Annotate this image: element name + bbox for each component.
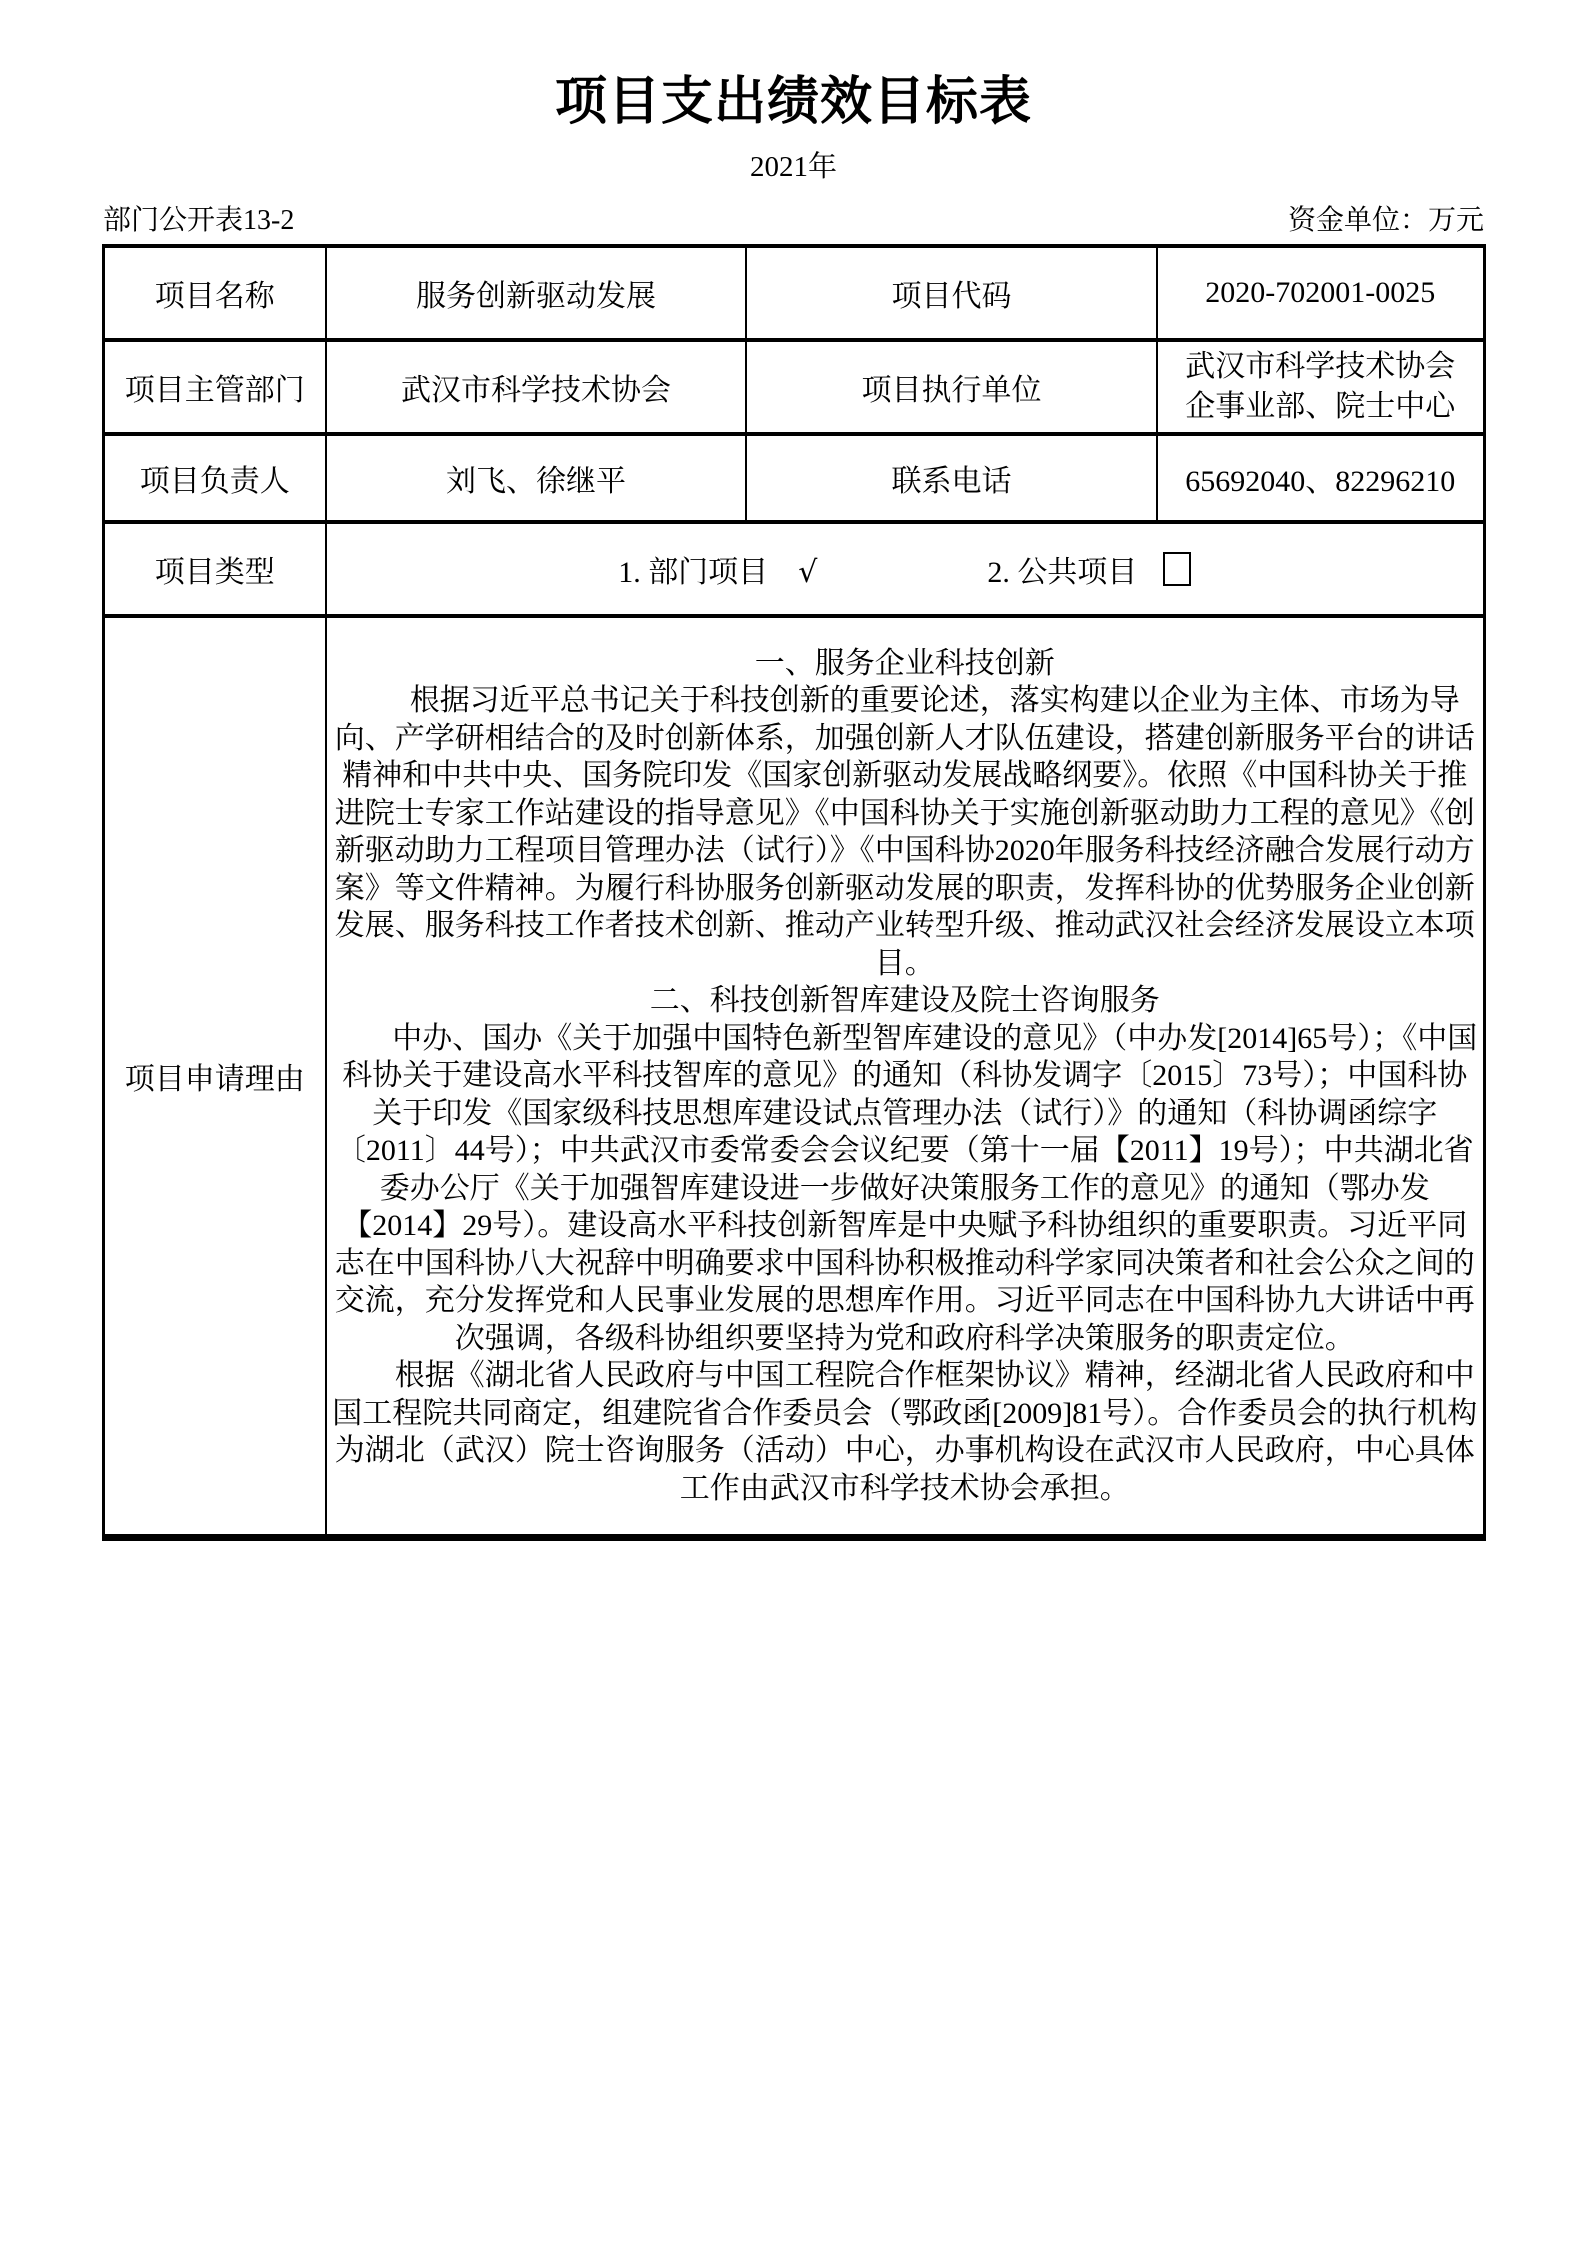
option-public-project-label: 2. 公共项目	[987, 556, 1138, 589]
project-leader-label: 项目负责人	[103, 434, 326, 522]
project-code-label: 项目代码	[746, 246, 1157, 340]
project-leader-value: 刘飞、徐继平	[326, 434, 746, 522]
page-subtitle: 2021年	[749, 151, 837, 183]
executing-unit-line2: 企事业部、院士中心	[1185, 390, 1456, 423]
checkbox-unchecked-icon	[1163, 552, 1191, 586]
contact-phone-label: 联系电话	[746, 434, 1157, 522]
checkmark-icon: √	[798, 555, 818, 590]
table-row	[103, 522, 1484, 616]
form-number-label: 部门公开表13-2	[103, 205, 295, 236]
option-department-project-label: 1. 部门项目	[618, 556, 769, 589]
performance-target-table	[102, 244, 1486, 1541]
executing-unit-line1: 武汉市科学技术协会	[1185, 350, 1456, 383]
reason-section1-paragraph: 根据习近平总书记关于科技创新的重要论述，落实构建以企业为主体、市场为导向、产学研相结合的及时创新体系，加强创新人才队伍建设，搭建创新服务平台的讲话精神和中共中央、国务院印发《国家创新驱动发展战略纲要》。依照《中国科协关于推进院士专家工作站建设的指导意见》《中国科协关于实施创新驱动助力工程的意见》《创新驱动助力工程项目管理办法（试行）》《中国科协2020年服务科技经济融合发展行动方案》等文件精神。为履行科协服务创新驱动发展的职责，发挥科协的优势服务企业创新发展、服务科技工作者技术创新、推动产业转型升级、推动武汉社会经济发展设立本项目。	[334, 684, 1475, 980]
contact-phone-value: 65692040、82296210	[1157, 434, 1484, 522]
project-type-label: 项目类型	[103, 522, 326, 616]
fund-unit-label: 资金单位：万元	[1287, 205, 1484, 236]
executing-unit-value	[1157, 340, 1484, 434]
table-row	[103, 434, 1484, 522]
executing-unit-label: 项目执行单位	[746, 340, 1157, 434]
reason-section1-heading: 一、服务企业科技创新	[754, 646, 1055, 680]
application-reason-label: 项目申请理由	[103, 616, 326, 1538]
project-type-options	[326, 522, 1484, 616]
project-code-value: 2020-702001-0025	[1157, 246, 1484, 340]
page-title: 项目支出绩效目标表	[554, 74, 1032, 131]
project-name-label: 项目名称	[103, 246, 326, 340]
project-name-value: 服务创新驱动发展	[326, 246, 746, 340]
table-row	[103, 340, 1484, 434]
reason-section2-paragraph2: 根据《湖北省人民政府与中国工程院合作框架协议》精神，经湖北省人民政府和中国工程院共同商定，组建院省合作委员会（鄂政函[2009]81号）。合作委员会的执行机构为湖北（武汉）院士咨询服务（活动）中心，办事机构设在武汉市人民政府，中心具体工作由武汉市科学技术协会承担。	[332, 1359, 1478, 1505]
table-row	[103, 616, 1484, 1538]
reason-section2-paragraph1: 中办、国办《关于加强中国特色新型智库建设的意见》（中办发[2014]65号）；《中国科协关于建设高水平科技智库的意见》的通知（科协发调字〔2015〕73号）；中国科协关于印发《国家级科技思想库建设试点管理办法（试行）》的通知（科协调函综字〔2011〕44号）；中共武汉市委常委会会议纪要（第十一届【2011】19号）；中共湖北省委办公厅《关于加强智库建设进一步做好决策服务工作的意见》的通知（鄂办发【2014】29号）。建设高水平科技创新智库是中央赋予科协组织的重要职责。习近平同志在中国科协八大祝辞中明确要求中国科协积极推动科学家同决策者和社会公众之间的交流，充分发挥党和人民事业发展的思想库作用。习近平同志在中国科协九大讲话中再次强调，各级科协组织要坚持为党和政府科学决策服务的职责定位。	[334, 1021, 1478, 1355]
meta-row	[103, 204, 1484, 238]
supervising-department-value: 武汉市科学技术协会	[326, 340, 746, 434]
reason-section2-heading: 二、科技创新智库建设及院士咨询服务	[649, 984, 1160, 1018]
table-row	[103, 246, 1484, 340]
application-reason-text	[326, 616, 1484, 1538]
supervising-department-label: 项目主管部门	[103, 340, 326, 434]
